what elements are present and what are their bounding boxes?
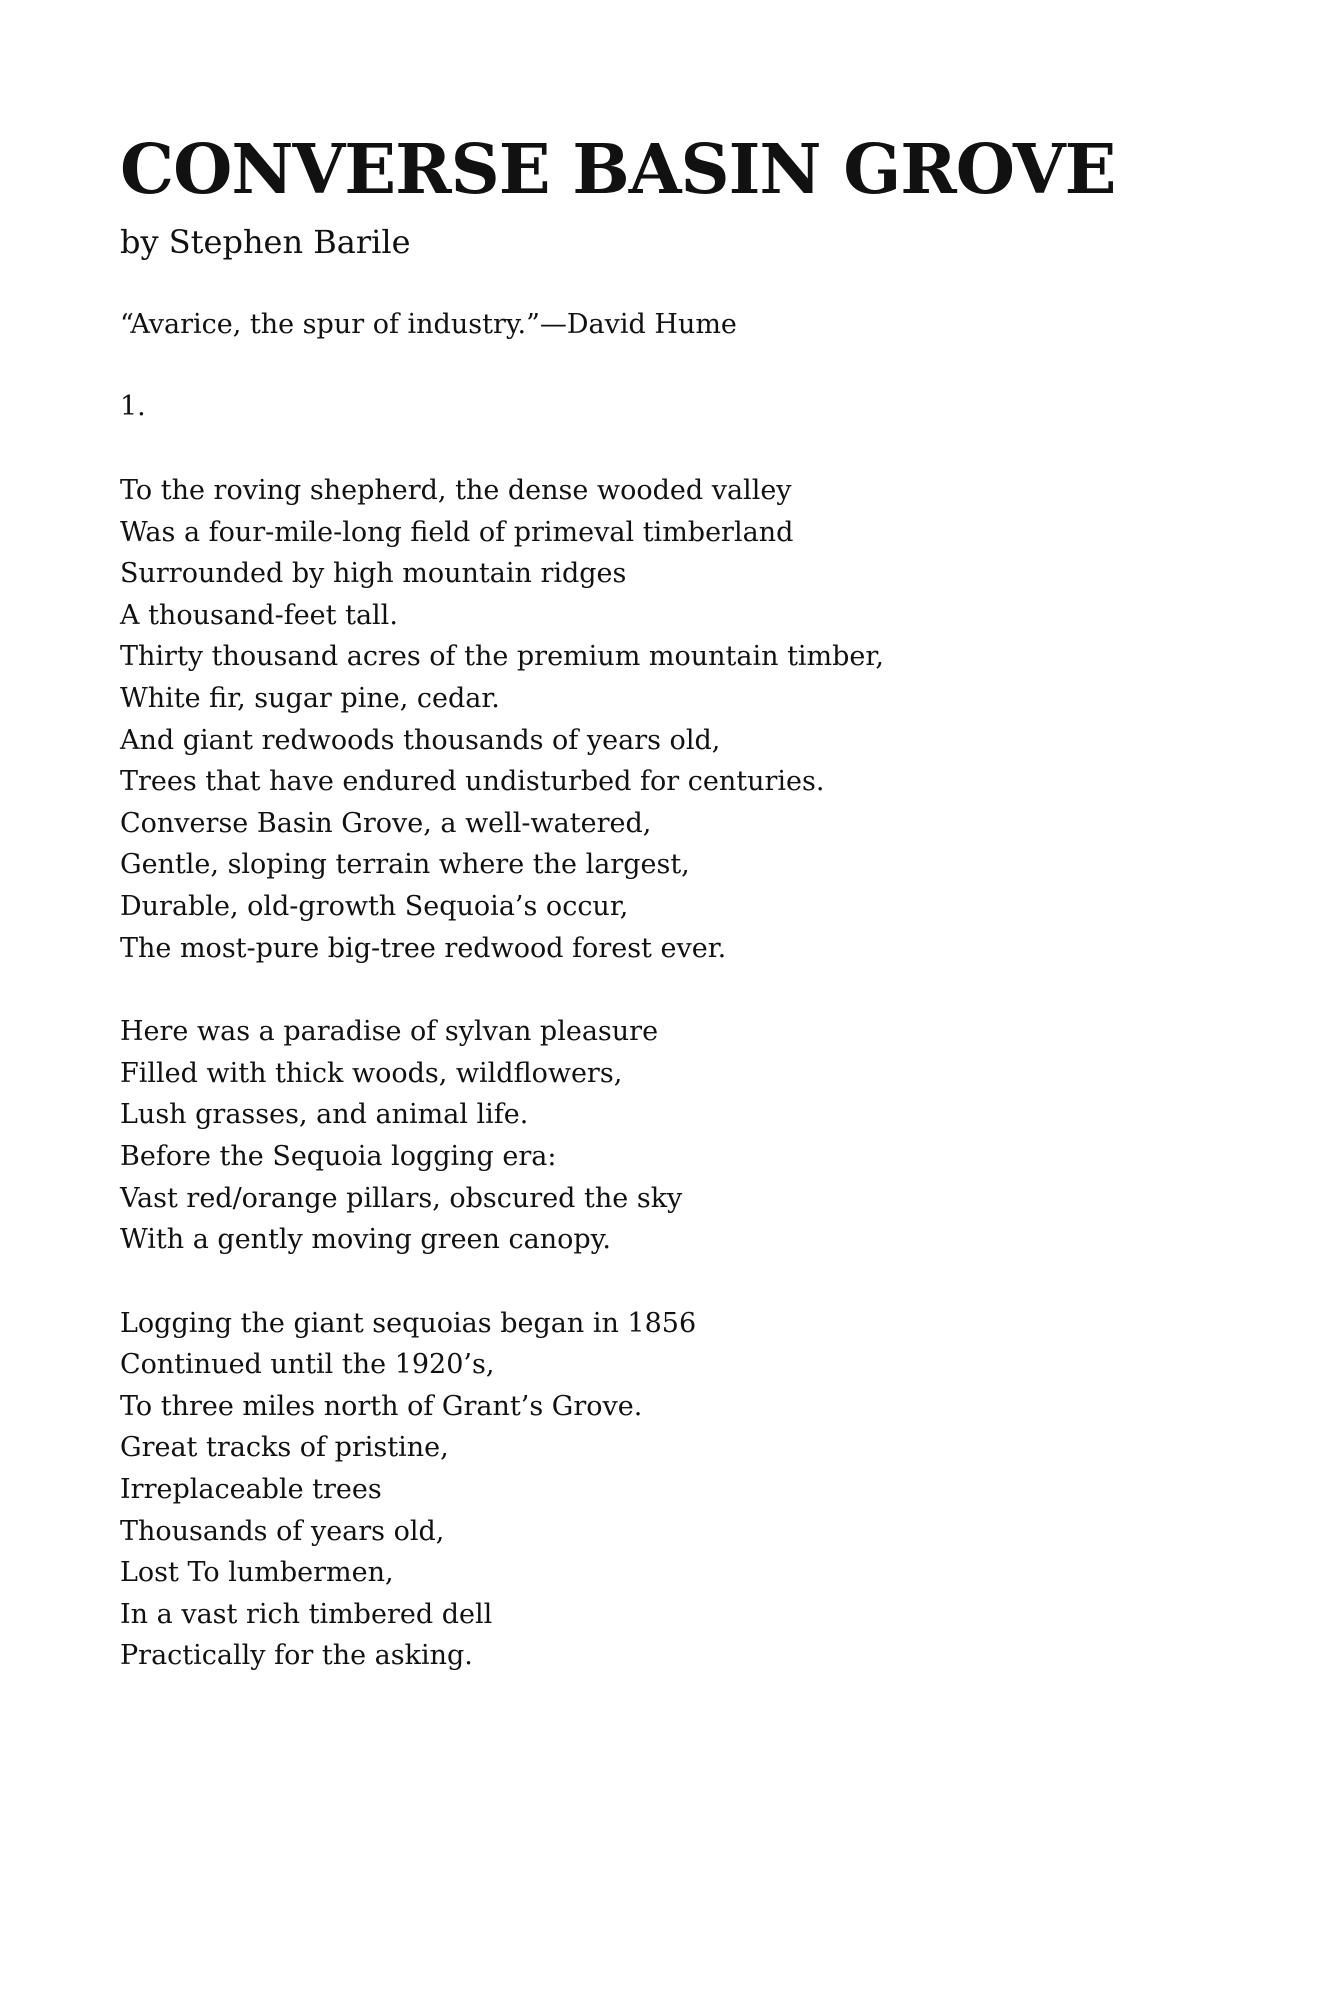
poem-line: Before the Sequoia logging era: [120, 1140, 557, 1172]
poem-line: Continued until the 1920’s, [120, 1349, 495, 1381]
poem-line: Here was a paradise of sylvan pleasure [120, 1016, 659, 1048]
poem-line: Gentle, sloping terrain where the largest, [120, 849, 690, 881]
poem-line: To the roving shepherd, the dense wooded valley [120, 475, 792, 506]
poem-title: CONVERSE BASIN GROVE [120, 130, 1116, 210]
poem-line: Was a four-mile-long field of primeval timberland [120, 516, 794, 548]
poem-line: Filled with thick woods, wildflowers, [120, 1057, 623, 1089]
poem-page [120, 128, 1220, 1677]
poem-line: In a vast rich timbered dell [120, 1598, 493, 1630]
poem-line: Trees that have endured undisturbed for centuries. [120, 766, 825, 798]
poem-line: And giant redwoods thousands of years old, [120, 724, 721, 756]
poem-line: To three miles north of Grant’s Grove. [120, 1390, 643, 1422]
epigraph-quote: “Avarice, the spur of industry.”—David Hume [120, 309, 737, 340]
section-number: 1. [120, 391, 146, 422]
poem-line: With a gently moving green canopy. [120, 1224, 611, 1256]
stanza-2 [120, 1011, 1220, 1261]
poem-line: Surrounded by high mountain ridges [120, 558, 627, 590]
poem-line: Converse Basin Grove, a well-watered, [120, 807, 652, 839]
poem-line: Durable, old-growth Sequoia’s occur, [120, 890, 629, 922]
poem-line: Great tracks of pristine, [120, 1432, 449, 1464]
poem-line: Lost To lumbermen, [120, 1557, 394, 1589]
poem-line: Thirty thousand acres of the premium mountain timber, [120, 641, 884, 673]
poem-line: Lush grasses, and animal life. [120, 1099, 529, 1131]
poem-line: Logging the giant sequoias began in 1856 [120, 1307, 697, 1339]
poem-byline: by Stephen Barile [120, 223, 411, 261]
poem-line: White fir, sugar pine, cedar. [120, 682, 500, 714]
poem-line: Vast red/orange pillars, obscured the sky [120, 1182, 683, 1214]
stanza-3 [120, 1303, 1220, 1677]
poem-line: A thousand-feet tall. [120, 599, 398, 631]
stanza-1 [120, 470, 1220, 969]
poem-line: Practically for the asking. [120, 1640, 473, 1672]
poem-line: Thousands of years old, [120, 1515, 445, 1547]
poem-line: Irreplaceable trees [120, 1474, 382, 1506]
poem-line: The most-pure big-tree redwood forest ever. [120, 932, 727, 964]
